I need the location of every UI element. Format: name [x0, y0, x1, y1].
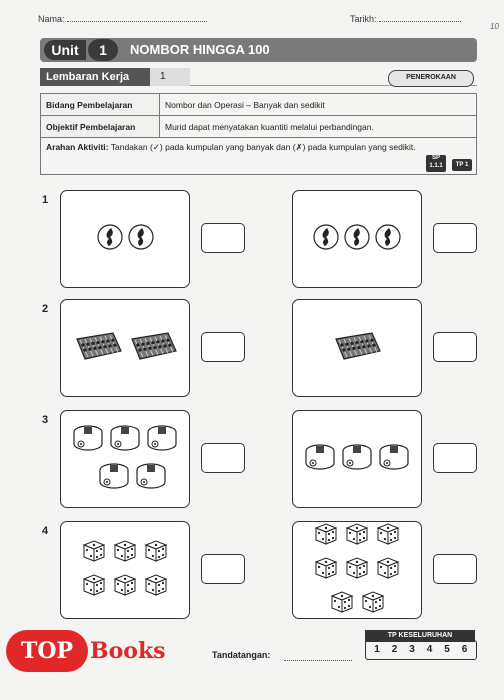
tp-level-6[interactable]: 6 [461, 644, 468, 655]
tarikh-label: Tarikh: [350, 14, 377, 24]
abacus-icon [128, 331, 178, 366]
flame-icon [128, 224, 154, 255]
dice-icon [81, 573, 107, 602]
question-number: 2 [42, 303, 49, 315]
picture-card-right [292, 521, 422, 619]
tarikh-field [350, 14, 461, 24]
flame-icon [375, 224, 401, 255]
arahan-value: Tandakan (✓) pada kumpulan yang banyak dan (✗) pada kumpulan yang sedikit. [110, 142, 416, 152]
tp-level-1[interactable]: 1 [374, 644, 380, 655]
tp-level-4[interactable]: 4 [426, 644, 433, 655]
worksheet-number: 1 [150, 68, 190, 86]
signature-label: Tandatangan: [212, 650, 271, 660]
flame-icon [97, 224, 123, 255]
flame-icon [313, 224, 339, 255]
logo-text-top: TOP [20, 638, 74, 664]
objektif-value: Murid dapat menyatakan kuantiti melalui perbandingan. [160, 116, 477, 138]
sp-badge [426, 155, 446, 172]
unit-title: NOMBOR HINGGA 100 [130, 42, 270, 57]
topbooks-logo [6, 630, 88, 672]
sharpener-icon [146, 424, 178, 457]
picture-card-right [292, 299, 422, 397]
dice-icon [143, 539, 169, 568]
logo-text-books: Books [90, 638, 166, 664]
flame-icon [344, 224, 370, 255]
tarikh-line [379, 21, 461, 22]
abacus-icon [73, 331, 123, 366]
tp-level-2[interactable]: 2 [391, 644, 398, 655]
dice-icon [112, 573, 138, 602]
abacus-icon [332, 331, 382, 366]
arahan-label: Arahan Aktiviti: [46, 142, 109, 152]
sharpener-icon [135, 462, 167, 495]
sharpener-icon [98, 462, 130, 495]
worksheet-label: Lembaran Kerja [40, 68, 150, 86]
arahan-box [40, 137, 477, 175]
tp-badge: TP 1 [452, 159, 472, 171]
dice-icon [112, 539, 138, 568]
nama-label: Nama: [38, 14, 65, 24]
sp-value: 1.1.1 [429, 163, 443, 169]
dice-icon [329, 590, 355, 619]
answer-box-left[interactable] [201, 554, 245, 584]
objektif-label: Objektif Pembelajaran [41, 116, 160, 138]
question-number: 1 [42, 194, 49, 206]
answer-box-right[interactable] [433, 332, 477, 362]
answer-box-right[interactable] [433, 443, 477, 473]
answer-box-left[interactable] [201, 332, 245, 362]
answer-box-right[interactable] [433, 554, 477, 584]
picture-card-left [60, 299, 190, 397]
sharpener-icon [72, 424, 104, 457]
sharpener-icon [341, 443, 373, 476]
answer-box-left[interactable] [201, 443, 245, 473]
dice-icon [344, 556, 370, 585]
sharpener-icon [378, 443, 410, 476]
dice-icon [143, 573, 169, 602]
dice-icon [313, 556, 339, 585]
dice-icon [360, 590, 386, 619]
dice-icon [313, 522, 339, 551]
picture-card-right [292, 410, 422, 508]
nama-field [38, 14, 207, 24]
picture-card-left [60, 521, 190, 619]
dice-icon [344, 522, 370, 551]
unit-label: Unit [44, 40, 86, 60]
nama-line [67, 21, 207, 22]
mode-badge: PENEROKAAN [388, 70, 474, 87]
dice-icon [81, 539, 107, 568]
info-table [40, 93, 477, 138]
question-number: 3 [42, 414, 49, 426]
bidang-value: Nombor dan Operasi – Banyak dan sedikit [160, 94, 477, 116]
picture-card-right [292, 190, 422, 288]
tp-level-5[interactable]: 5 [444, 644, 450, 655]
tp-level-3[interactable]: 3 [409, 644, 415, 655]
page-number: 10 [490, 22, 499, 31]
unit-number: 1 [88, 39, 118, 61]
sp-label: SP [431, 155, 440, 161]
sharpener-icon [109, 424, 141, 457]
dice-icon [375, 556, 401, 585]
dice-icon [375, 522, 401, 551]
question-number: 4 [42, 525, 49, 537]
picture-card-left [60, 190, 190, 288]
tp-overall-title: TP KESELURUHAN [365, 630, 475, 642]
signature-line [284, 650, 352, 661]
answer-box-left[interactable] [201, 223, 245, 253]
answer-box-right[interactable] [433, 223, 477, 253]
sharpener-icon [304, 443, 336, 476]
bidang-label: Bidang Pembelajaran [41, 94, 160, 116]
picture-card-left [60, 410, 190, 508]
